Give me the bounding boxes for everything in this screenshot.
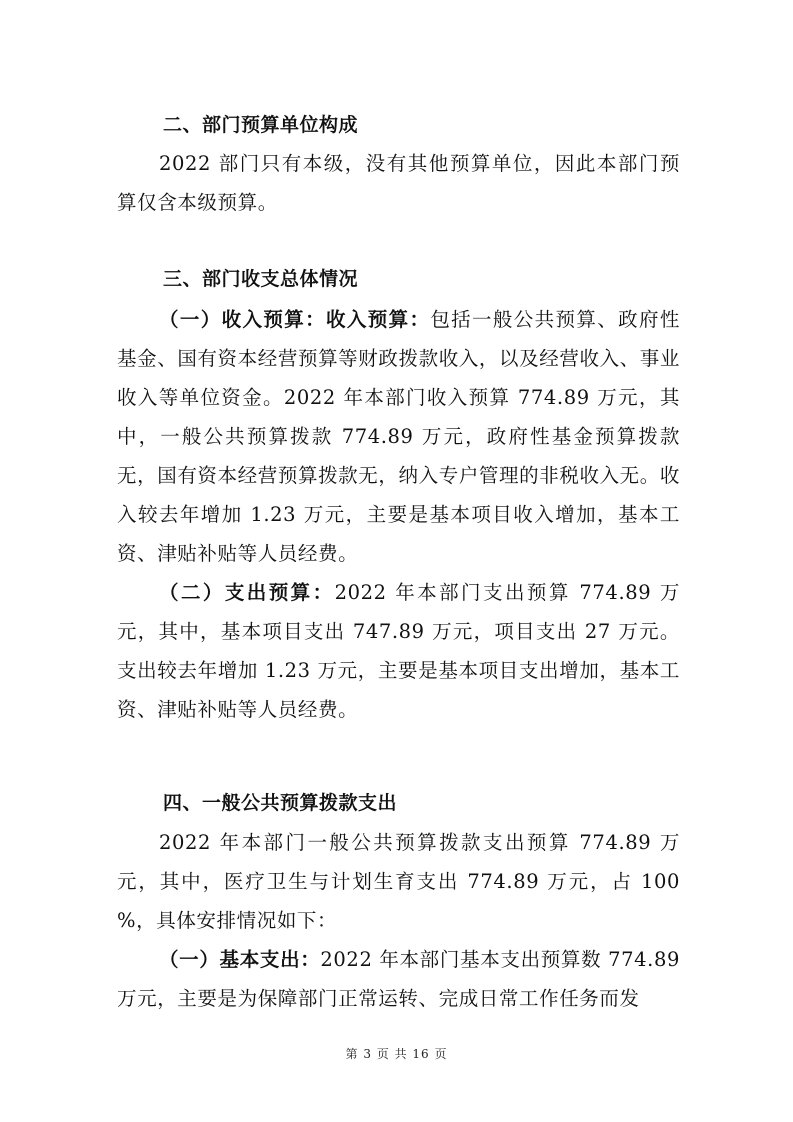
- income-budget-label: （一）收入预算：收入预算：: [159, 308, 431, 331]
- section-2-heading: 二、部门预算单位构成: [163, 114, 359, 136]
- page-footer: 第 3 页 共 16 页: [345, 1047, 448, 1061]
- expense-budget-text: 2022 年本部门支出预算 774.89 万元，其中，基本项目支出 747.89 万元，项目支出 27 万元。支出较去年增加 1.23 万元，主要是基本项目支出增加，基本工资、津贴补贴等人员经费。: [117, 581, 680, 721]
- basic-expense-text: 2022 年本部门基本支出预算数 774.89 万元，主要是为保障部门正常运转、完成日常工作任务而发: [117, 948, 680, 1010]
- expense-budget-label: （二）支出预算：: [159, 581, 335, 604]
- basic-expense-label: （一）基本支出：: [159, 948, 321, 971]
- income-budget-paragraph: [117, 300, 680, 573]
- income-budget-text: 包括一般公共预算、政府性基金、国有资本经营预算等财政拨款收入，以及经营收入、事业收入等单位资金。2022 年本部门收入预算 774.89 万元，其中，一般公共预算拨款 774.89 万元，政府性基金预算拨款无，国有资本经营预算拨款无，纳入专户管理的非税收入无。收入较去年增加 1.23 万元，主要是基本项目收入增加，基本工资、津贴补贴等人员经费。: [117, 308, 680, 565]
- section-4-heading: 四、一般公共预算拨款支出: [163, 792, 398, 814]
- basic-expense-paragraph: [117, 940, 680, 1018]
- section-4-body: 2022 年本部门一般公共预算拨款支出预算 774.89 万元，其中，医疗卫生与计划生育支出 774.89 万元，占 100 %，具体安排情况如下：: [117, 831, 707, 932]
- section-3-heading: 三、部门收支总体情况: [163, 268, 359, 290]
- section-2-body: 2022 部门只有本级，没有其他预算单位，因此本部门预算仅含本级预算。: [117, 152, 680, 214]
- expense-budget-paragraph: [117, 573, 680, 729]
